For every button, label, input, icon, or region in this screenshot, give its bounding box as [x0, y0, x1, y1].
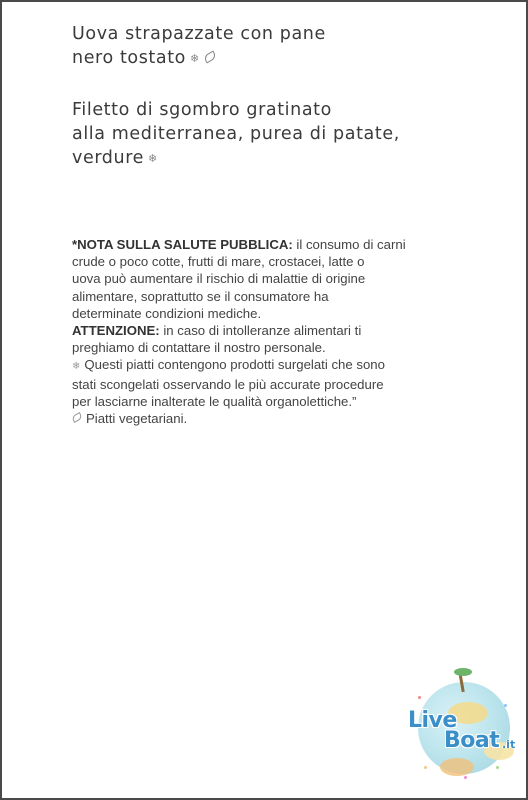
health-note-line: uova può aumentare il rischio di malattie di origine — [72, 271, 366, 287]
logo-word-live: Live — [408, 708, 457, 733]
leaf-icon — [203, 51, 217, 64]
dish-name-line: alla mediterranea, purea di patate, — [72, 124, 400, 144]
dish-name-line: Filetto di sgombro gratinato — [72, 100, 332, 120]
dish-item — [72, 98, 400, 171]
dish-name-line: nero tostato ❄ — [72, 46, 326, 71]
logo-word-boat: Boat — [444, 728, 500, 753]
attention-note: ATTENZIONE: in caso di intolleranze alimentari ti — [72, 323, 362, 339]
health-note-line: crude o poco cotte, frutti di mare, crostacei, latte o — [72, 254, 365, 270]
vegetarian-note: Piatti vegetariani. — [72, 410, 472, 427]
health-note-line: alimentare, soprattutto se il consumatore ha — [72, 288, 329, 304]
frozen-note: ❄ Questi piatti contengono prodotti surgelati che sono — [72, 357, 385, 373]
attention-label: ATTENZIONE: — [72, 323, 160, 339]
dish-item — [72, 22, 326, 71]
frozen-note-line: per lasciarne inalterate le qualità organolettiche.” — [72, 393, 357, 409]
palm-tree-icon — [454, 668, 472, 676]
snowflake-icon: ❄ — [148, 152, 158, 165]
health-note-line: determinate condizioni mediche. — [72, 305, 262, 321]
dish-name-line: verdure ❄ — [72, 146, 400, 171]
dish-name-line: Uova strapazzate con pane — [72, 24, 326, 44]
liveboat-logo — [404, 666, 524, 786]
snowflake-icon: ❄ — [189, 52, 200, 65]
logo-suffix: .it — [502, 738, 516, 751]
frozen-note-line: stati scongelati osservando le più accurate procedure — [72, 376, 384, 392]
attention-note-line: preghiamo di contattare il nostro personale. — [72, 340, 326, 356]
leaf-icon — [71, 412, 83, 423]
snowflake-icon: ❄ — [72, 361, 81, 373]
health-label: *NOTA SULLA SALUTE PUBBLICA: — [72, 237, 293, 252]
notes-block — [72, 236, 472, 427]
health-note: *NOTA SULLA SALUTE PUBBLICA: il consumo di carni — [72, 237, 406, 252]
